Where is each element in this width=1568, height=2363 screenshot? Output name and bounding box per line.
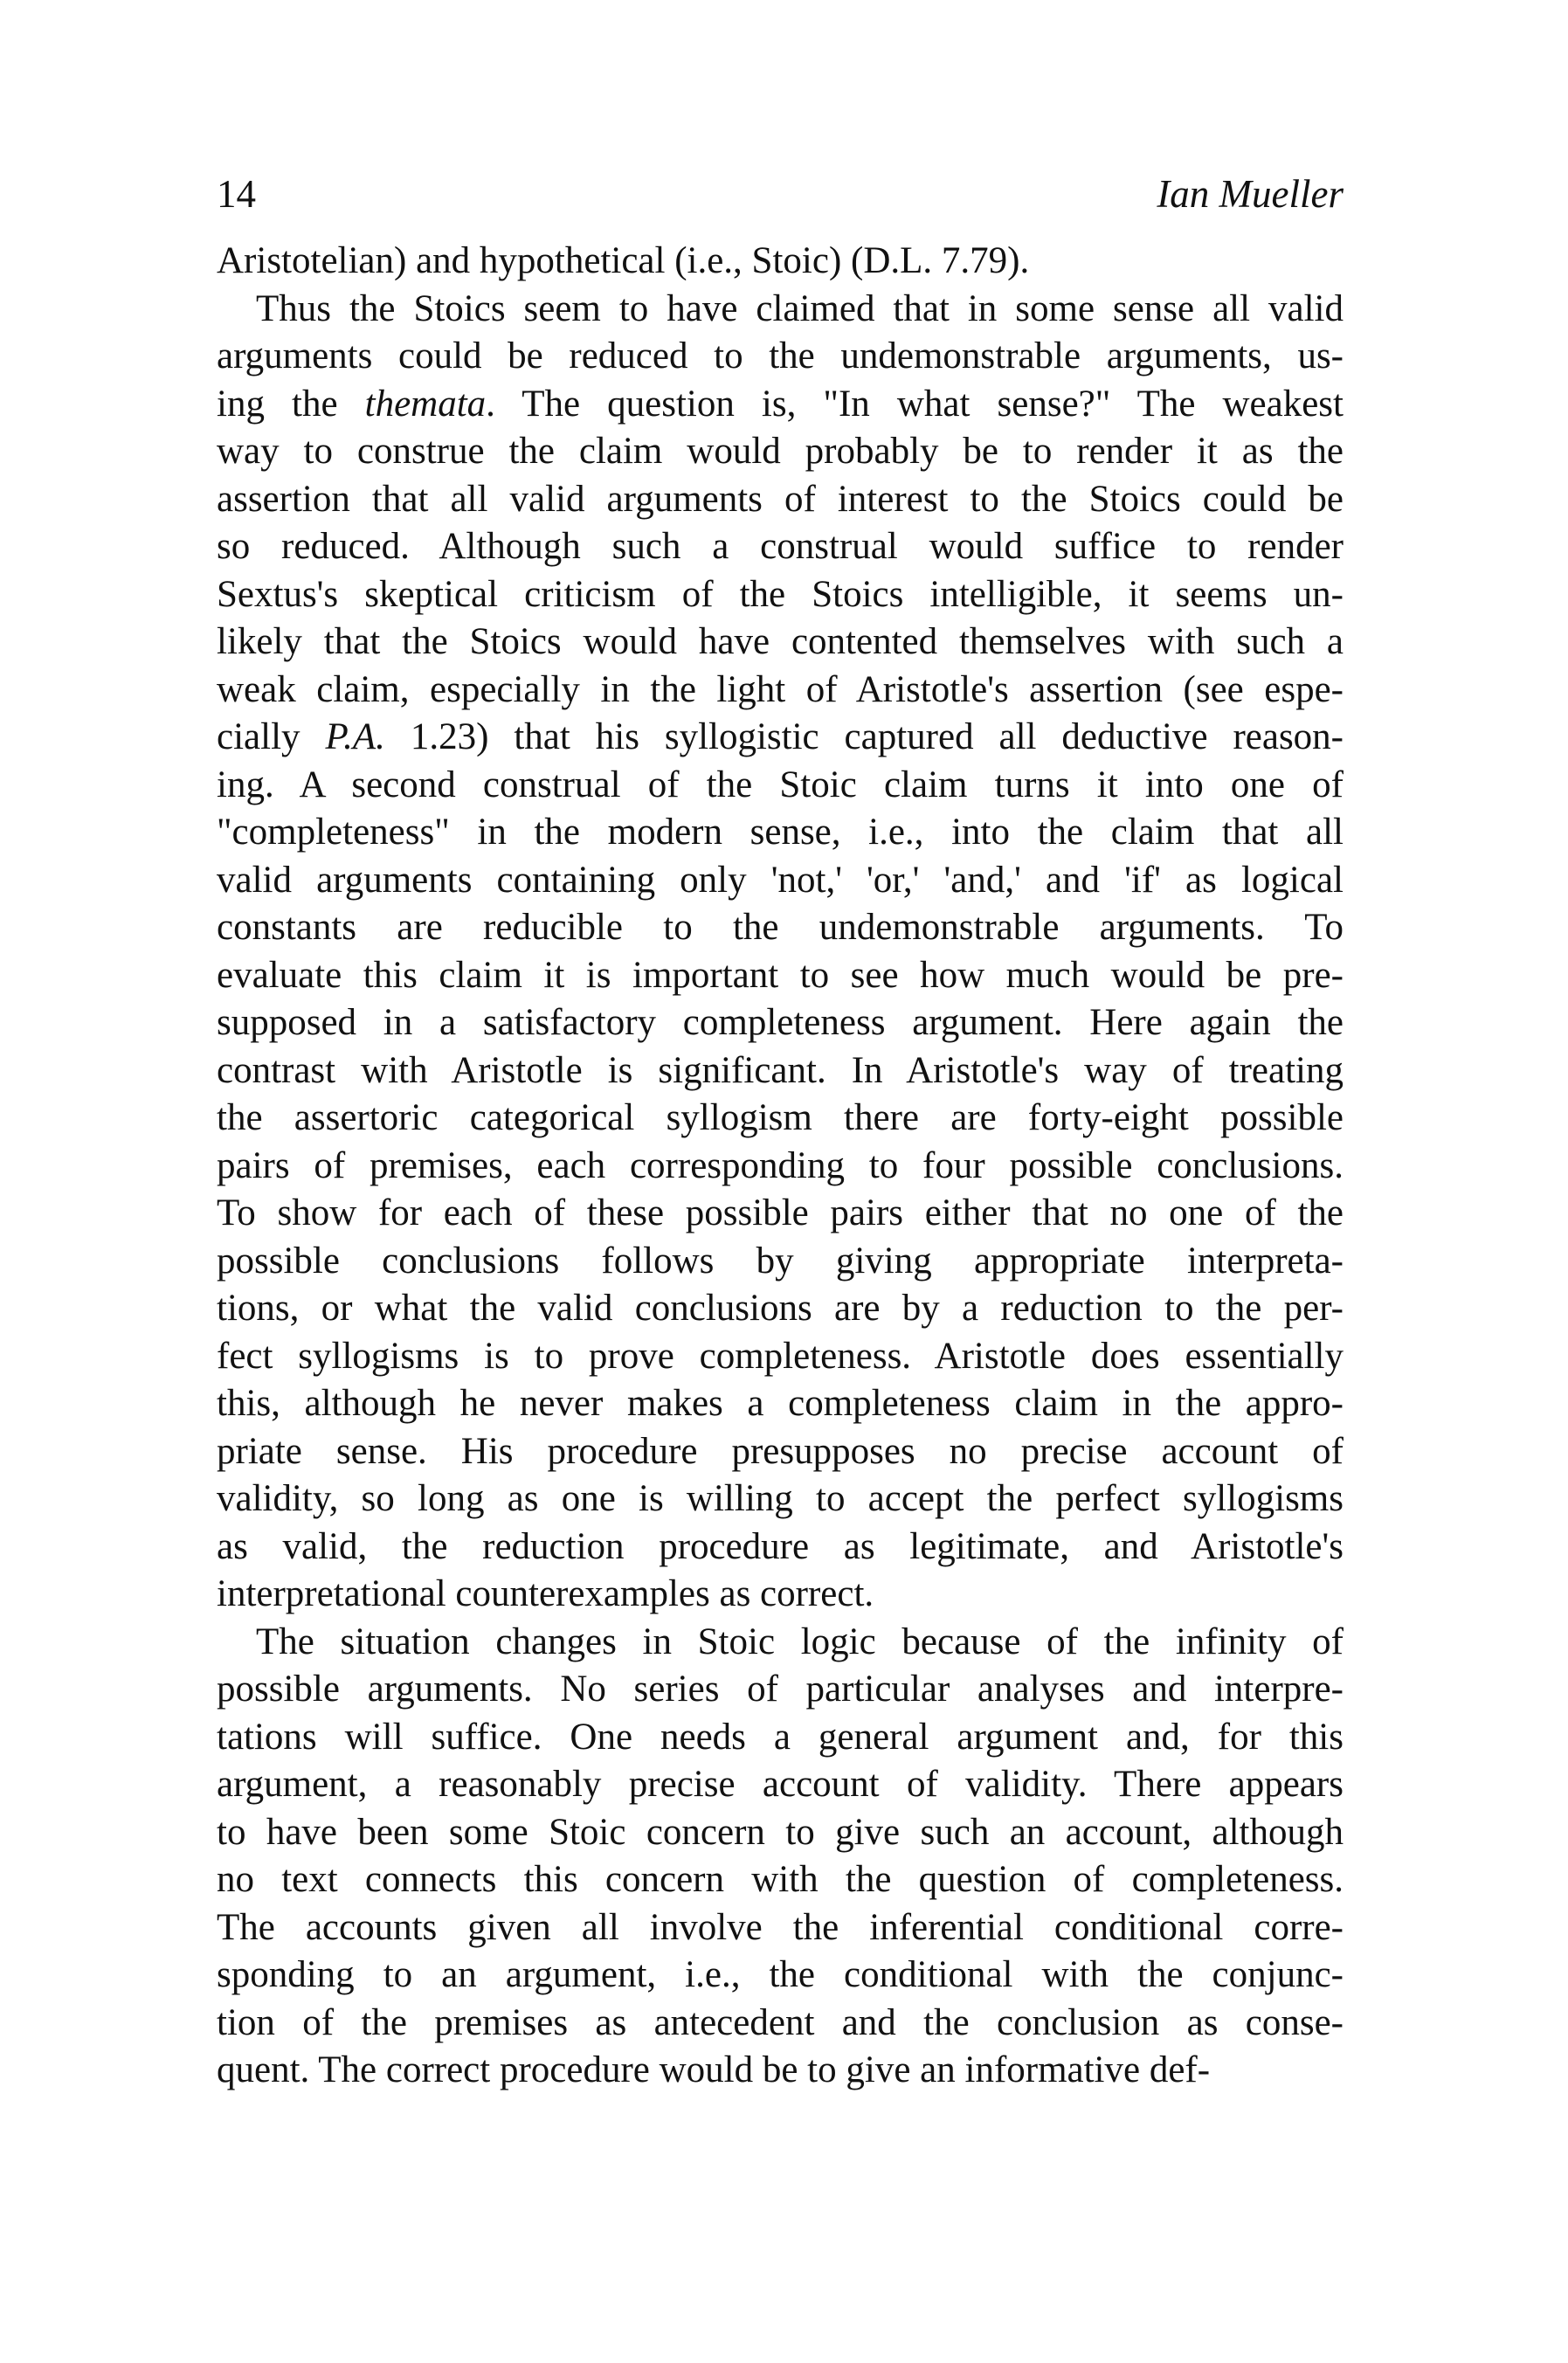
running-head — [217, 168, 1344, 220]
italic-term: themata — [364, 383, 487, 425]
text-line: assertion that all valid arguments of interest to the Stoics could be — [217, 478, 1344, 520]
text-line: Sextus's skeptical criticism of the Stoics intelligible, it seems un- — [217, 573, 1344, 615]
text-line: interpretational counterexamples as correct. — [217, 1573, 874, 1614]
text-line: no text connects this concern with the question of completeness. — [217, 1859, 1344, 1900]
text-line: fect syllogisms is to prove completeness. Aristotle does essentially — [217, 1335, 1344, 1377]
running-head-author: Ian Mueller — [1157, 172, 1344, 216]
italic-term: P.A. — [325, 716, 385, 757]
text-line: To show for each of these possible pairs either that no one of the — [217, 1192, 1344, 1233]
text-line: likely that the Stoics would have contented themselves with such a — [217, 621, 1344, 662]
text-line: supposed in a satisfactory completeness argument. Here again the — [217, 1002, 1344, 1043]
text-line: pairs of premises, each corresponding to four possible conclusions. — [217, 1144, 1344, 1186]
text-line: Thus the Stoics seem to have claimed that in some sense all valid — [256, 287, 1344, 329]
text-line: quent. The correct procedure would be to give an informative def- — [217, 2049, 1211, 2090]
text-line: Aristotelian) and hypothetical (i.e., Stoic) (D.L. 7.79). — [217, 240, 1030, 281]
text-line: priate sense. His procedure presupposes no precise account of — [217, 1430, 1344, 1472]
text-line: valid arguments containing only 'not,' 'or,' 'and,' and 'if' as logical — [217, 859, 1344, 901]
text-line: way to construe the claim would probably be to render it as the — [217, 431, 1344, 472]
text-line: arguments could be reduced to the undemonstrable arguments, us- — [217, 335, 1344, 377]
text-line: tations will suffice. One needs a general argument and, for this — [217, 1716, 1344, 1758]
paragraph — [217, 1619, 1344, 2095]
body-text — [217, 238, 1344, 2095]
text-line: possible arguments. No series of particular analyses and interpre- — [217, 1669, 1344, 1710]
text-line: as valid, the reduction procedure as legitimate, and Aristotle's — [217, 1525, 1344, 1567]
page-number: 14 — [217, 172, 256, 216]
text-line: possible conclusions follows by giving appropriate interpreta- — [217, 1240, 1344, 1282]
text-line: argument, a reasonably precise account of validity. There appears — [217, 1764, 1344, 1805]
text-line: The situation changes in Stoic logic because of the infinity of — [256, 1620, 1344, 1662]
text-line: evaluate this claim it is important to see how much would be pre- — [217, 954, 1344, 996]
text-line: The accounts given all involve the inferential conditional corre- — [217, 1906, 1344, 1948]
text-line: contrast with Aristotle is significant. In Aristotle's way of treating — [217, 1049, 1344, 1091]
paragraph — [217, 238, 1344, 286]
text-line: validity, so long as one is willing to accept the perfect syllogisms — [217, 1478, 1344, 1519]
text-line: constants are reducible to the undemonstrable arguments. To — [217, 907, 1344, 948]
text-line: tion of the premises as antecedent and the conclusion as conse- — [217, 2001, 1344, 2043]
text-line: ing. A second construal of the Stoic claim turns it into one of — [217, 763, 1344, 805]
text-line: the assertoric categorical syllogism there are forty-eight possible — [217, 1097, 1344, 1138]
text-line: weak claim, especially in the light of Aristotle's assertion (see espe- — [217, 668, 1344, 710]
text-line: ing the themata. The question is, "In what sense?" The weakest — [217, 383, 1344, 425]
text-line: "completeness" in the modern sense, i.e., into the claim that all — [217, 812, 1344, 853]
text-line: tions, or what the valid conclusions are by a reduction to the per- — [217, 1288, 1344, 1329]
text-line: sponding to an argument, i.e., the conditional with the conjunc- — [217, 1954, 1344, 1995]
paragraph — [217, 286, 1344, 1619]
text-line: cially P.A. 1.23) that his syllogistic captured all deductive reason- — [217, 716, 1344, 757]
text-line: so reduced. Although such a construal would suffice to render — [217, 526, 1344, 567]
text-line: this, although he never makes a completeness claim in the appro- — [217, 1383, 1344, 1424]
text-line: to have been some Stoic concern to give such an account, although — [217, 1811, 1344, 1853]
